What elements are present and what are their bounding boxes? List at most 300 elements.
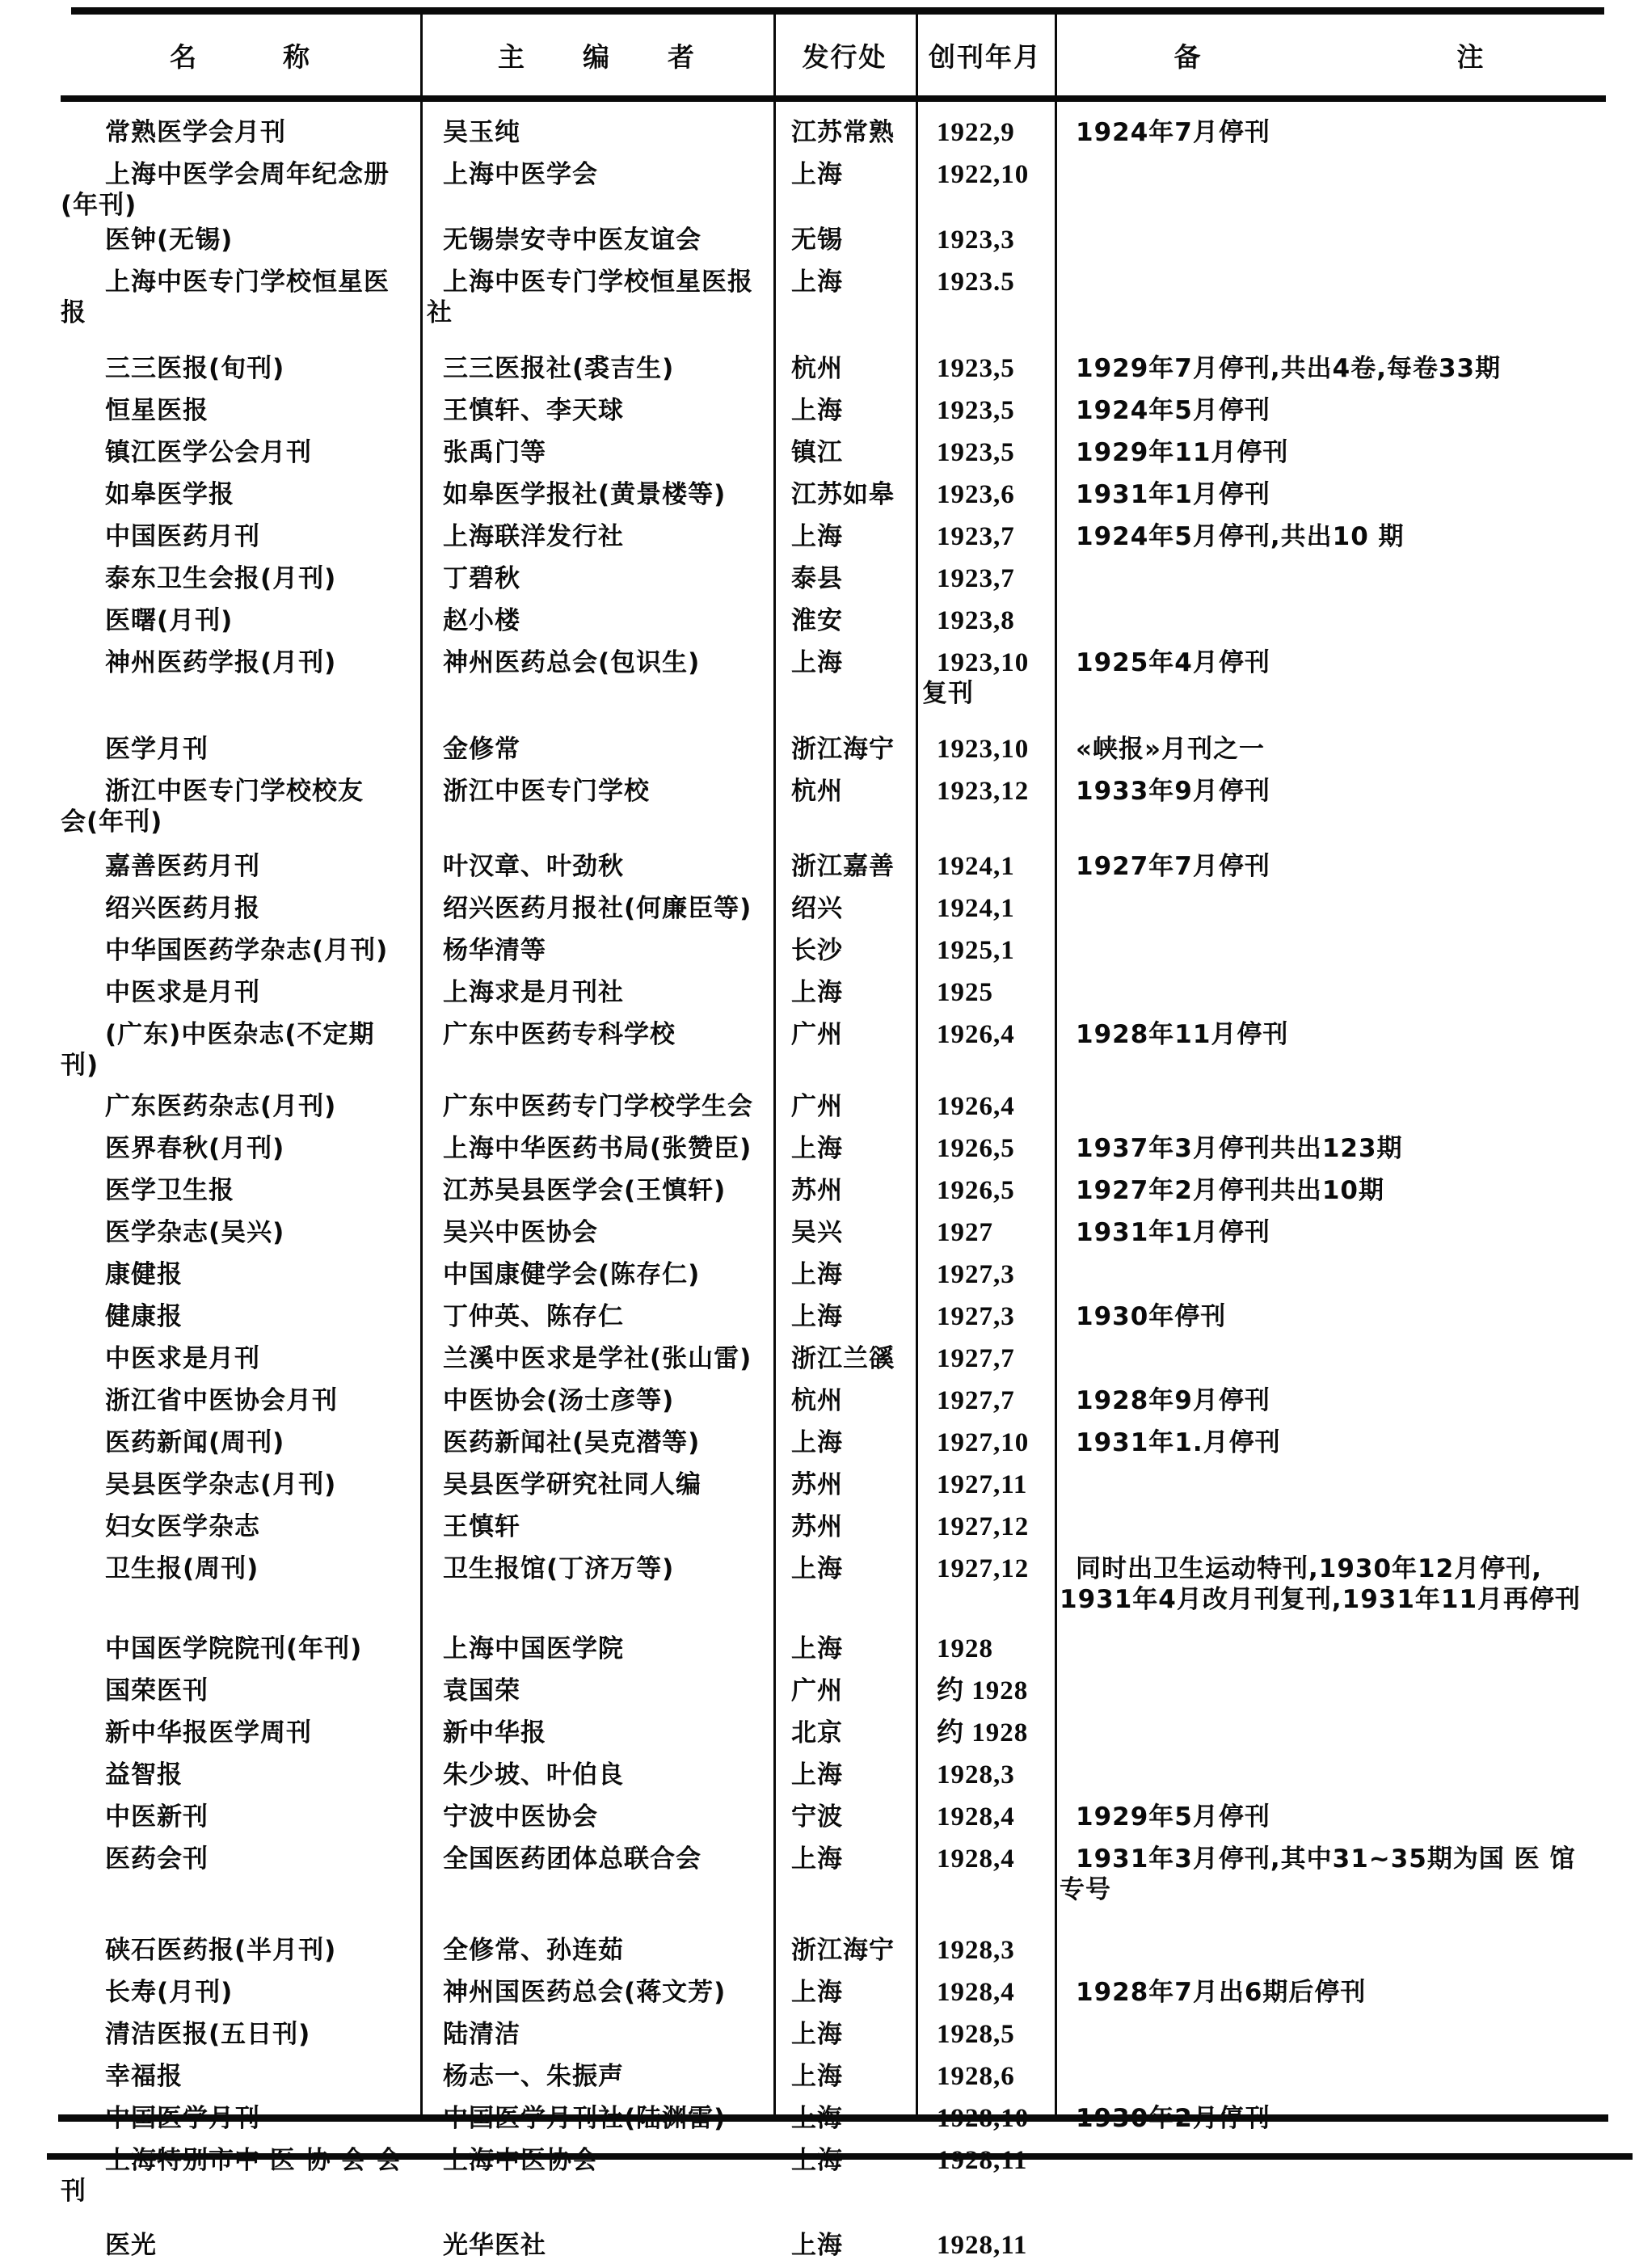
journal-name-cell	[61, 935, 420, 966]
place-cell	[773, 1511, 916, 1542]
header-bottom-rule	[61, 95, 1606, 102]
table-row	[61, 1798, 1604, 1840]
name-text: 医曙(月刊)	[105, 606, 234, 635]
name-text: 会(年刊)	[61, 807, 163, 837]
table-row	[61, 2226, 1604, 2268]
table-row	[61, 1714, 1604, 1756]
journal-name-cell	[61, 647, 420, 678]
name-text: 中医求是月刊	[105, 1344, 260, 1373]
place-cell	[773, 1019, 916, 1050]
date-text: 1928	[937, 1634, 993, 1663]
header-date: 创刊年月	[929, 40, 1042, 73]
editor-cell	[420, 437, 773, 468]
editor-cell	[420, 395, 773, 426]
place-cell	[773, 1802, 916, 1832]
table-row	[61, 2057, 1604, 2099]
editor-text: 上海中华医药书局(张赞臣)	[443, 1134, 752, 1163]
journal-name-cell	[61, 1760, 420, 1790]
editor-cell	[420, 1802, 773, 1832]
date-text: 1922,10	[937, 160, 1030, 189]
place-cell	[773, 437, 916, 468]
name-text: 医光	[105, 2231, 157, 2260]
editor-text: 上海中国医学院	[443, 1634, 624, 1663]
place-cell	[773, 1718, 916, 1748]
remark-text: 专号	[1060, 1875, 1111, 1904]
founding-date-cell	[916, 1802, 1055, 1832]
journal-name-cell	[61, 479, 420, 510]
table-row	[61, 559, 1604, 601]
place-text: 上海	[791, 396, 843, 425]
editor-text: 丁仲英、陈存仁	[443, 1302, 624, 1331]
founding-date-cell	[916, 647, 1055, 709]
name-text: 恒星医报	[105, 396, 209, 425]
name-text: 医学卫生报	[105, 1176, 234, 1205]
journal-name-cell	[61, 1676, 420, 1706]
name-text: 常熟医学会月刊	[105, 118, 286, 147]
remark-cell	[1055, 1133, 1604, 1164]
table-row	[61, 1973, 1604, 2015]
founding-date-cell	[916, 1935, 1055, 1966]
journal-name-cell	[61, 1133, 420, 1164]
place-cell	[773, 1469, 916, 1500]
date-text: 1928,3	[937, 1936, 1015, 1965]
journal-name-cell	[61, 2145, 420, 2207]
date-text: 1923,12	[937, 777, 1030, 806]
place-text: 上海	[791, 1134, 843, 1163]
remark-cell	[1055, 1217, 1604, 1248]
editor-text: 浙江中医专门学校	[443, 777, 650, 806]
place-cell	[773, 2061, 916, 2092]
table-row	[61, 1756, 1604, 1798]
editor-text: 金修常	[443, 735, 520, 764]
remark-cell	[1055, 117, 1604, 148]
place-text: 上海	[791, 2146, 843, 2175]
place-cell	[773, 935, 916, 966]
editor-cell	[420, 1511, 773, 1542]
table-top-rule	[71, 7, 1604, 15]
place-cell	[773, 1760, 916, 1790]
editor-cell	[420, 1133, 773, 1164]
date-text: 1927,10	[937, 1428, 1030, 1457]
name-text: 中国医学院院刊(年刊)	[105, 1634, 363, 1663]
table-row	[61, 847, 1604, 889]
editor-cell	[420, 2061, 773, 2092]
founding-date-cell	[916, 2230, 1055, 2261]
table-row	[61, 730, 1604, 772]
table-row	[61, 1423, 1604, 1465]
founding-date-cell	[916, 267, 1055, 297]
name-text: 泰东卫生会报(月刊)	[105, 564, 337, 593]
editor-text: 全修常、孙连茹	[443, 1936, 624, 1965]
place-text: 泰县	[791, 564, 843, 593]
place-cell	[773, 605, 916, 636]
editor-cell	[420, 1301, 773, 1332]
name-text: 上海中医专门学校恒星医	[105, 268, 390, 297]
remark-text: 1933年9月停刊	[1076, 777, 1270, 806]
editor-cell	[420, 1217, 773, 1248]
editor-cell	[420, 1427, 773, 1458]
table-row	[61, 1381, 1604, 1423]
date-text: 1927,12	[937, 1554, 1030, 1583]
date-text: 约 1928	[937, 1676, 1029, 1705]
place-text: 苏州	[791, 1512, 843, 1541]
date-text: 1926,4	[937, 1092, 1015, 1121]
editor-cell	[420, 2145, 773, 2176]
editor-text: 吴兴中医协会	[443, 1218, 598, 1247]
founding-date-cell	[916, 1175, 1055, 1206]
date-text: 1928,11	[937, 2231, 1028, 2260]
journal-name-cell	[61, 117, 420, 148]
table-row	[61, 1465, 1604, 1507]
table-row	[61, 1507, 1604, 1549]
editor-text: 叶汉章、叶劲秋	[443, 852, 624, 881]
place-cell	[773, 2230, 916, 2261]
place-text: 无锡	[791, 226, 843, 255]
founding-date-cell	[916, 851, 1055, 882]
table-row	[61, 2099, 1604, 2141]
table-row	[61, 1671, 1604, 1714]
remark-cell	[1055, 521, 1604, 552]
journal-name-cell	[61, 1217, 420, 1248]
founding-date-cell	[916, 1718, 1055, 1748]
editor-text: 中医协会(汤士彦等)	[443, 1386, 675, 1415]
remark-text: 1931年4月改月刊复刊,1931年11月再停刊	[1060, 1585, 1582, 1614]
editor-cell	[420, 521, 773, 552]
journal-name-cell	[61, 1469, 420, 1500]
date-text: 1924,1	[937, 894, 1015, 923]
place-cell	[773, 2145, 916, 2176]
header-name: 名 称	[170, 40, 311, 73]
journal-name-cell	[61, 353, 420, 384]
founding-date-cell	[916, 563, 1055, 594]
founding-date-cell	[916, 1511, 1055, 1542]
date-text: 1927,3	[937, 1302, 1015, 1331]
date-text: 1928,5	[937, 2020, 1015, 2049]
place-cell	[773, 1676, 916, 1706]
name-text: 国荣医刊	[105, 1676, 209, 1705]
date-text: 1923,6	[937, 480, 1015, 509]
place-cell	[773, 225, 916, 255]
place-cell	[773, 1634, 916, 1664]
journal-name-cell	[61, 1427, 420, 1458]
remark-cell	[1055, 1427, 1604, 1458]
editor-cell	[420, 734, 773, 765]
editor-cell	[420, 935, 773, 966]
founding-date-cell	[916, 1385, 1055, 1416]
editor-text: 杨华清等	[443, 936, 546, 965]
journal-name-cell	[61, 1511, 420, 1542]
editor-text: 上海中医学会	[443, 160, 598, 189]
table-row	[61, 263, 1604, 328]
remark-cell	[1055, 776, 1604, 807]
place-cell	[773, 267, 916, 297]
place-cell	[773, 395, 916, 426]
editor-text: 广东中医药专科学校	[443, 1020, 676, 1049]
remark-cell	[1055, 395, 1604, 426]
name-text: 新中华报医学周刊	[105, 1718, 312, 1747]
founding-date-cell	[916, 977, 1055, 1008]
table-row	[61, 349, 1604, 391]
name-text: 卫生报(周刊)	[105, 1554, 259, 1583]
founding-date-cell	[916, 1634, 1055, 1664]
journal-name-cell	[61, 776, 420, 837]
name-text: 中国医学月刊	[105, 2104, 260, 2133]
editor-cell	[420, 1760, 773, 1790]
journal-name-cell	[61, 1259, 420, 1290]
remark-text: 1925年4月停刊	[1076, 648, 1270, 677]
editor-text: 陆清洁	[443, 2020, 520, 2049]
name-text: 上海特别市中 医 协 会 会	[105, 2146, 402, 2175]
place-cell	[773, 1553, 916, 1584]
editor-cell	[420, 1091, 773, 1122]
table-row	[61, 1297, 1604, 1339]
date-text: 1926,5	[937, 1134, 1015, 1163]
editor-cell	[420, 1718, 773, 1748]
table-row	[61, 1213, 1604, 1255]
table-row	[61, 1339, 1604, 1381]
journal-name-cell	[61, 1802, 420, 1832]
place-text: 上海	[791, 522, 843, 551]
name-text: 硖石医药报(半月刊)	[105, 1936, 337, 1965]
journal-name-cell	[61, 893, 420, 924]
editor-text: 丁碧秋	[443, 564, 520, 593]
founding-date-cell	[916, 1553, 1055, 1584]
founding-date-cell	[916, 353, 1055, 384]
date-text: 1923,10	[937, 735, 1030, 764]
date-text: 1927,7	[937, 1386, 1015, 1415]
editor-text: 神州国医药总会(蒋文芳)	[443, 1978, 727, 2007]
editor-cell	[420, 647, 773, 678]
place-text: 上海	[791, 2231, 843, 2260]
journal-name-cell	[61, 1343, 420, 1374]
remark-cell	[1055, 1385, 1604, 1416]
remark-text: 1924年5月停刊,共出10 期	[1076, 522, 1405, 551]
header-editor: 主 编 者	[498, 40, 696, 73]
table-row	[61, 1255, 1604, 1297]
place-cell	[773, 1977, 916, 2008]
editor-cell	[420, 563, 773, 594]
editor-text: 无锡崇安寺中医友谊会	[443, 226, 702, 255]
place-text: 上海	[791, 2020, 843, 2049]
date-text: 1923,7	[937, 564, 1015, 593]
place-cell	[773, 1844, 916, 1874]
editor-text: 绍兴医药月报社(何廉臣等)	[443, 894, 752, 923]
place-cell	[773, 893, 916, 924]
place-text: 苏州	[791, 1470, 843, 1499]
journal-name-cell	[61, 1977, 420, 2008]
place-cell	[773, 1217, 916, 1248]
place-text: 苏州	[791, 1176, 843, 1205]
name-text: 中医新刊	[105, 1802, 209, 1832]
founding-date-cell	[916, 935, 1055, 966]
place-text: 上海	[791, 1554, 843, 1583]
remark-text: «峡报»月刊之一	[1076, 735, 1266, 764]
header-place: 发行处	[802, 40, 887, 73]
place-cell	[773, 2019, 916, 2050]
journal-name-cell	[61, 1718, 420, 1748]
founding-date-cell	[916, 1301, 1055, 1332]
founding-date-cell	[916, 2061, 1055, 2092]
date-text: 1927	[937, 1218, 993, 1247]
editor-cell	[420, 2019, 773, 2050]
founding-date-cell	[916, 1844, 1055, 1874]
place-text: 上海	[791, 648, 843, 677]
remark-cell	[1055, 1175, 1604, 1206]
header-remark: 备 注	[1173, 40, 1485, 73]
date-text: 1925	[937, 978, 993, 1007]
journal-name-cell	[61, 437, 420, 468]
founding-date-cell	[916, 1977, 1055, 2008]
place-text: 上海	[791, 978, 843, 1007]
editor-text: 吴玉纯	[443, 118, 520, 147]
name-text: 医钟(无锡)	[105, 226, 234, 255]
founding-date-cell	[916, 521, 1055, 552]
remark-text: 1929年7月停刊,共出4卷,每卷33期	[1076, 354, 1502, 383]
name-text: 镇江医学公会月刊	[105, 438, 312, 467]
place-text: 杭州	[791, 777, 843, 806]
founding-date-cell	[916, 1133, 1055, 1164]
place-text: 上海	[791, 1844, 843, 1874]
remark-text: 1931年3月停刊,其中31~35期为国 医 馆	[1076, 1844, 1576, 1874]
place-text: 广州	[791, 1092, 843, 1121]
place-text: 上海	[791, 1978, 843, 2007]
date-text: 约 1928	[937, 1718, 1029, 1747]
table-row	[61, 601, 1604, 643]
remark-text: 1937年3月停刊共出123期	[1076, 1134, 1403, 1163]
table-row	[61, 1171, 1604, 1213]
journal-name-cell	[61, 1553, 420, 1584]
table-body	[61, 102, 1604, 2268]
editor-text: 广东中医药专门学校学生会	[443, 1092, 753, 1121]
date-text: 1923,3	[937, 226, 1015, 255]
founding-date-cell	[916, 395, 1055, 426]
journal-name-cell	[61, 521, 420, 552]
editor-text: 王慎轩	[443, 1512, 520, 1541]
place-text: 吴兴	[791, 1218, 843, 1247]
remark-text: 1929年11月停刊	[1076, 438, 1289, 467]
founding-date-cell	[916, 2145, 1055, 2176]
remark-cell	[1055, 437, 1604, 468]
editor-cell	[420, 977, 773, 1008]
table-row	[61, 433, 1604, 475]
place-text: 杭州	[791, 1386, 843, 1415]
editor-text: 中国康健学会(陈存仁)	[443, 1260, 701, 1289]
founding-date-cell	[916, 1217, 1055, 1248]
name-text: 刊)	[61, 1051, 99, 1080]
place-cell	[773, 1301, 916, 1332]
place-text: 上海	[791, 268, 843, 297]
editor-text: 朱少坡、叶伯良	[443, 1760, 624, 1790]
place-text: 浙江嘉善	[791, 852, 895, 881]
remark-text: 1927年7月停刊	[1076, 852, 1270, 881]
editor-text: 上海中医专门学校恒星医报	[443, 268, 753, 297]
founding-date-cell	[916, 605, 1055, 636]
remark-text: 1929年5月停刊	[1076, 1802, 1270, 1832]
table-row	[61, 2015, 1604, 2057]
editor-cell	[420, 117, 773, 148]
place-cell	[773, 479, 916, 510]
date-text: 1924,1	[937, 852, 1015, 881]
date-text: 1923,5	[937, 438, 1015, 467]
remark-cell	[1055, 1553, 1604, 1615]
name-text: 刊	[61, 2177, 86, 2206]
journal-name-cell	[61, 1091, 420, 1122]
place-cell	[773, 1427, 916, 1458]
place-text: 上海	[791, 1260, 843, 1289]
remark-text: 1931年1月停刊	[1076, 480, 1270, 509]
place-text: 浙江兰豀	[791, 1344, 895, 1373]
remark-text: 1931年1月停刊	[1076, 1218, 1270, 1247]
journal-name-cell	[61, 2061, 420, 2092]
date-text: 1928,10	[937, 2104, 1030, 2133]
editor-cell	[420, 2103, 773, 2134]
name-text: 中医求是月刊	[105, 978, 260, 1007]
remark-text: 1924年5月停刊	[1076, 396, 1270, 425]
founding-date-cell	[916, 1469, 1055, 1500]
date-text: 1928,4	[937, 1978, 1015, 2007]
editor-text: 袁国荣	[443, 1676, 520, 1705]
name-text: 浙江中医专门学校校友	[105, 777, 364, 806]
place-cell	[773, 353, 916, 384]
founding-date-cell	[916, 479, 1055, 510]
journal-name-cell	[61, 225, 420, 255]
editor-cell	[420, 1935, 773, 1966]
date-text: 1928,4	[937, 1802, 1015, 1832]
place-cell	[773, 563, 916, 594]
table-row	[61, 772, 1604, 837]
journal-name-cell	[61, 605, 420, 636]
editor-cell	[420, 1343, 773, 1374]
place-text: 浙江海宁	[791, 735, 895, 764]
name-text: 幸福报	[105, 2062, 183, 2091]
editor-cell	[420, 2230, 773, 2261]
name-text: 三三医报(旬刊)	[105, 354, 285, 383]
table-row	[61, 155, 1604, 221]
editor-cell	[420, 1553, 773, 1584]
place-text: 广州	[791, 1676, 843, 1705]
journal-name-cell	[61, 1844, 420, 1874]
journal-name-cell	[61, 267, 420, 328]
journal-name-cell	[61, 2103, 420, 2134]
place-text: 广州	[791, 1020, 843, 1049]
name-text: 健康报	[105, 1302, 183, 1331]
table-row	[61, 391, 1604, 433]
place-cell	[773, 1343, 916, 1374]
place-text: 宁波	[791, 1802, 843, 1832]
date-text: 1926,4	[937, 1020, 1015, 1049]
remark-cell	[1055, 1844, 1604, 1905]
remark-text: 1928年7月出6期后停刊	[1076, 1978, 1367, 2007]
editor-text: 如皋医学报社(黄景楼等)	[443, 480, 727, 509]
table-row	[61, 889, 1604, 931]
founding-date-cell	[916, 776, 1055, 807]
editor-cell	[420, 893, 773, 924]
name-text: 益智报	[105, 1760, 183, 1790]
place-cell	[773, 647, 916, 678]
name-text: 绍兴医药月报	[105, 894, 260, 923]
date-text: 1928,6	[937, 2062, 1015, 2091]
founding-date-cell	[916, 1091, 1055, 1122]
place-cell	[773, 1175, 916, 1206]
remark-text: 1931年1.月停刊	[1076, 1428, 1281, 1457]
remark-cell	[1055, 1301, 1604, 1332]
founding-date-cell	[916, 225, 1055, 255]
name-text: 医药新闻(周刊)	[105, 1428, 285, 1457]
place-cell	[773, 117, 916, 148]
editor-text: 三三医报社(裘吉生)	[443, 354, 675, 383]
name-text: 中国医药月刊	[105, 522, 260, 551]
editor-text: 赵小楼	[443, 606, 520, 635]
